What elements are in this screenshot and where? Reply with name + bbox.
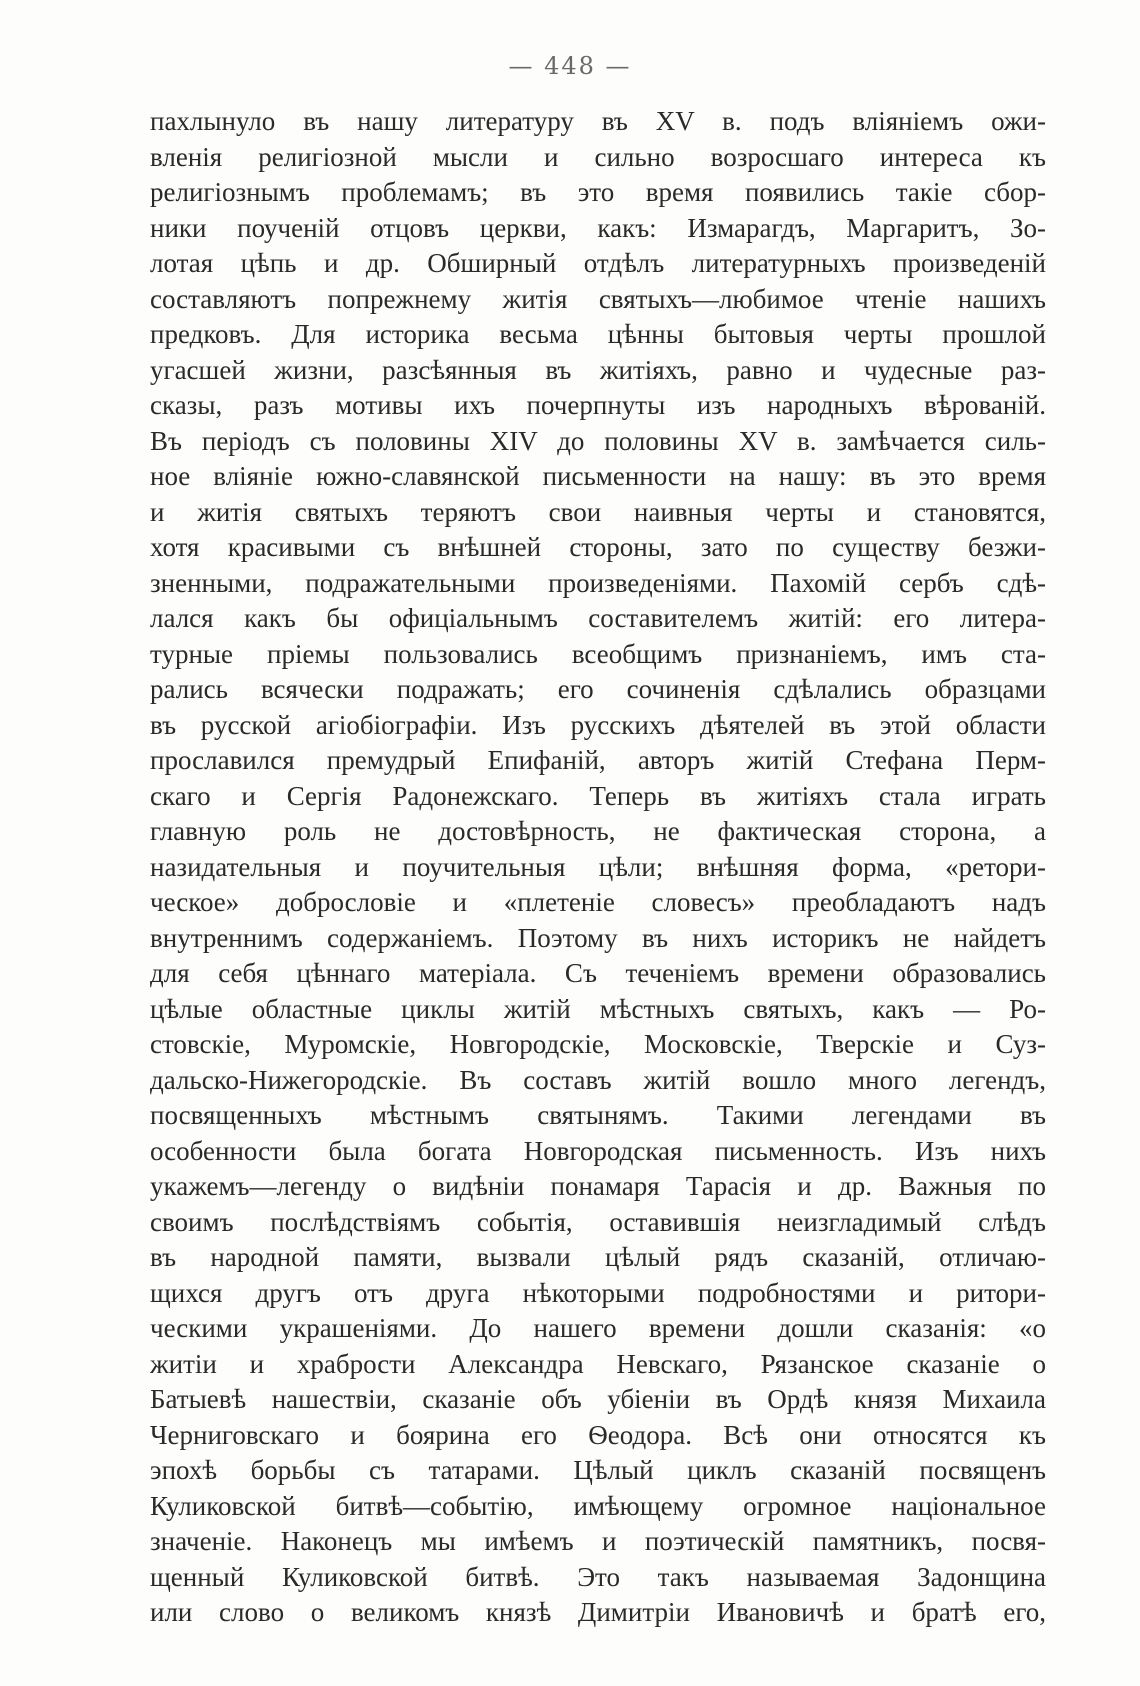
text-line: или слово о великомъ князѣ Димитріи Ивановичѣ и братѣ его,	[150, 1597, 1046, 1627]
text-line: житіи и храбрости Александра Невскаго, Рязанское сказаніе о	[150, 1348, 1046, 1379]
text-line: цѣлые областные циклы житій мѣстныхъ святыхъ, какъ — Ро-	[150, 993, 1046, 1024]
text-line: для себя цѣннаго матеріала. Съ теченіемъ времени образовались	[150, 958, 1046, 988]
text-line: пахлынуло въ нашу литературу въ XV в. подъ вліяніемъ ожи-	[150, 106, 1046, 136]
text-line: эпохѣ борьбы съ татарами. Цѣлый циклъ сказаній посвященъ	[150, 1455, 1046, 1485]
text-line: особенности была богата Новгородская письменность. Изъ нихъ	[150, 1135, 1046, 1166]
text-line: сказы, разъ мотивы ихъ почерпнуты изъ народныхъ вѣрованій.	[150, 390, 1046, 420]
text-line: главную роль не достовѣрность, не фактическая сторона, а	[150, 816, 1046, 846]
text-line: стовскіе, Муромскіе, Новгородскіе, Московскіе, Тверскіе и Суз-	[150, 1029, 1046, 1059]
text-line: назидательныя и поучительныя цѣли; внѣшняя форма, «ретори-	[150, 851, 1046, 882]
text-line: Куликовской битвѣ—событію, имѣющему огромное національное	[150, 1490, 1046, 1521]
text-line: рались всячески подражать; его сочиненія сдѣлались образцами	[150, 674, 1046, 704]
page-number: — 448 —	[508, 52, 632, 80]
text-line: ческими украшеніями. До нашего времени дошли сказанія: «о	[150, 1313, 1046, 1343]
text-line: внутреннимъ содержаніемъ. Поэтому въ нихъ историкъ не найдетъ	[150, 922, 1046, 953]
text-line: религіознымъ проблемамъ; въ это время появились такіе сбор-	[150, 177, 1046, 207]
text-line: Батыевѣ нашествіи, сказаніе объ убіеніи въ Ордѣ князя Михаила	[150, 1384, 1046, 1414]
text-line: лотая цѣпь и др. Обширный отдѣлъ литературныхъ произведеній	[150, 248, 1046, 278]
text-line: въ народной памяти, вызвали цѣлый рядъ сказаній, отличаю-	[150, 1242, 1046, 1272]
text-line: Въ періодъ съ половины XIV до половины XV в. замѣчается силь-	[150, 425, 1046, 456]
text-line: ческое» добрословіе и «плетеніе словесъ» преобладаютъ надъ	[150, 887, 1046, 917]
body-text	[150, 104, 1046, 1631]
text-line: посвященныхъ мѣстнымъ святынямъ. Такими легендами въ	[150, 1100, 1046, 1130]
text-line: дальско-Нижегородскіе. Въ составъ житій вошло много легендъ,	[150, 1064, 1046, 1095]
text-line: своимъ послѣдствіямъ событія, оставившія неизгладимый слѣдъ	[150, 1206, 1046, 1237]
text-line: ное вліяніе южно-славянской письменности на нашу: въ это время	[150, 461, 1046, 491]
text-line: вленія религіозной мысли и сильно возросшаго интереса къ	[150, 141, 1046, 172]
text-line: хотя красивыми съ внѣшней стороны, зато по существу безжи-	[150, 532, 1046, 562]
text-line: Черниговскаго и боярина его Ѳеодора. Всѣ они относятся къ	[150, 1419, 1046, 1450]
text-line: предковъ. Для историка весьма цѣнны бытовыя черты прошлой	[150, 319, 1046, 349]
text-line: значеніе. Наконецъ мы имѣемъ и поэтическій памятникъ, посвя-	[150, 1526, 1046, 1556]
text-line: щихся другъ отъ друга нѣкоторыми подробностями и ритори-	[150, 1277, 1046, 1308]
text-line: лался какъ бы офиціальнымъ составителемъ житій: его литера-	[150, 603, 1046, 633]
text-line: турные пріемы пользовались всеобщимъ признаніемъ, имъ ста-	[150, 638, 1046, 669]
text-line: прославился премудрый Епифаній, авторъ житій Стефана Перм-	[150, 745, 1046, 775]
text-line: щенный Куликовской битвѣ. Это такъ называемая Задонщина	[150, 1561, 1046, 1592]
text-line: укажемъ—легенду о видѣніи понамаря Тарасія и др. Важныя по	[150, 1171, 1046, 1201]
text-line: скаго и Сергія Радонежскаго. Теперь въ житіяхъ стала играть	[150, 780, 1046, 811]
text-line: зненными, подражательными произведеніями. Пахомій сербъ сдѣ-	[150, 567, 1046, 598]
text-line: составляютъ попрежнему житія святыхъ—любимое чтеніе нашихъ	[150, 283, 1046, 314]
text-line: въ русской агіобіографіи. Изъ русскихъ дѣятелей въ этой области	[150, 709, 1046, 740]
text-line: угасшей жизни, разсѣянныя въ житіяхъ, равно и чудесные раз-	[150, 354, 1046, 385]
text-line: ники поученій отцовъ церкви, какъ: Измарагдъ, Маргаритъ, Зо-	[150, 212, 1046, 243]
text-line: и житія святыхъ теряютъ свои наивныя черты и становятся,	[150, 496, 1046, 527]
